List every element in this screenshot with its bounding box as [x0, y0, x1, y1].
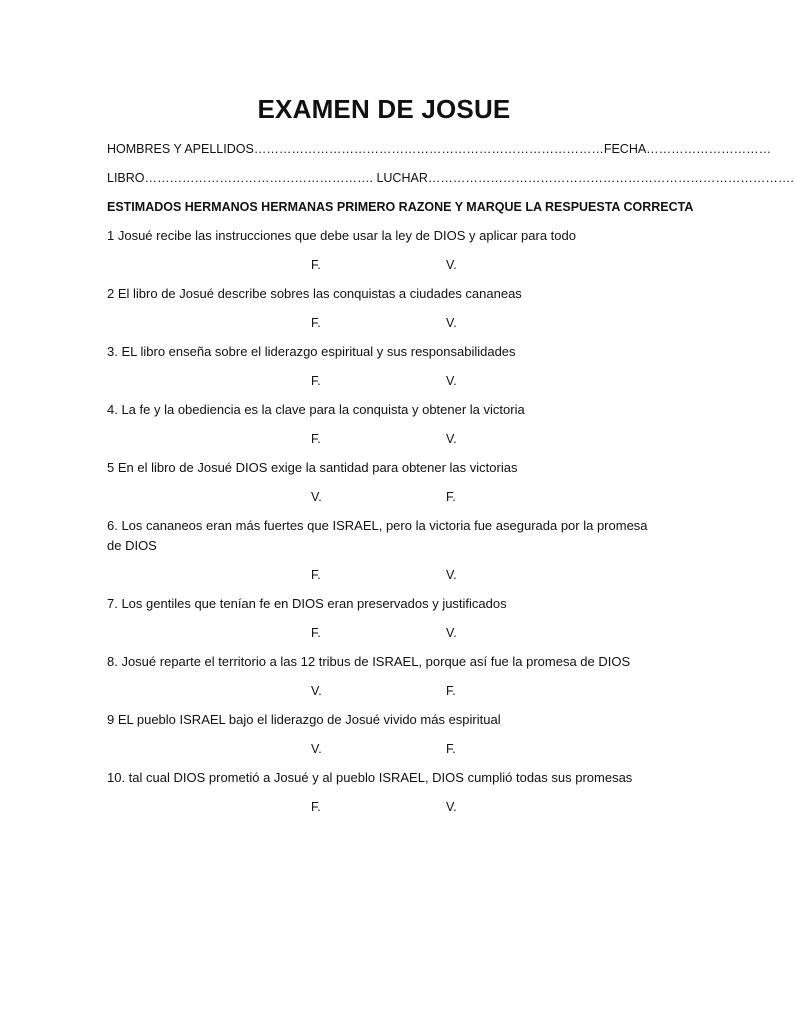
- question-1: 1 Josué recibe las instrucciones que debe usar la ley de DIOS y aplicar para todo: [107, 228, 576, 243]
- answer-options-4: [0, 430, 768, 448]
- answer-options-8: [0, 682, 768, 700]
- option-first[interactable]: V.: [311, 684, 322, 698]
- option-first[interactable]: F.: [311, 258, 321, 272]
- option-second[interactable]: V.: [446, 316, 457, 330]
- option-second[interactable]: V.: [446, 800, 457, 814]
- option-first[interactable]: F.: [311, 432, 321, 446]
- option-first[interactable]: F.: [311, 568, 321, 582]
- answer-options-2: [0, 314, 768, 332]
- option-second[interactable]: V.: [446, 432, 457, 446]
- instructions-text: ESTIMADOS HERMANOS HERMANAS PRIMERO RAZONE Y MARQUE LA RESPUESTA CORRECTA: [107, 200, 694, 214]
- page-title: EXAMEN DE JOSUE: [257, 94, 511, 124]
- option-second[interactable]: V.: [446, 374, 457, 388]
- name-date-line: HOMBRES Y APELLIDOS…………………………………………………………………………FECHA…………………………: [107, 142, 772, 156]
- option-first[interactable]: V.: [311, 742, 322, 756]
- option-second[interactable]: F.: [446, 742, 456, 756]
- question-8: 8. Josué reparte el territorio a las 12 tribus de ISRAEL, porque así fue la promesa de DIOS: [107, 654, 631, 669]
- question-5: 5 En el libro de Josué DIOS exige la santidad para obtener las victorias: [107, 460, 518, 475]
- question-7: 7. Los gentiles que tenían fe en DIOS eran preservados y justificados: [107, 596, 507, 611]
- option-first[interactable]: F.: [311, 316, 321, 330]
- option-first[interactable]: V.: [311, 490, 322, 504]
- question-6: 6. Los cananeos eran más fuertes que ISRAEL, pero la victoria fue asegurada por la promesa de DIOS: [107, 518, 648, 553]
- question-4: 4. La fe y la obediencia es la clave para la conquista y obtener la victoria: [107, 402, 525, 417]
- option-second[interactable]: V.: [446, 258, 457, 272]
- option-first[interactable]: F.: [311, 800, 321, 814]
- question-2: 2 El libro de Josué describe sobres las conquistas a ciudades cananeas: [107, 286, 522, 301]
- answer-options-10: [0, 798, 768, 816]
- option-second[interactable]: V.: [446, 568, 457, 582]
- question-10: 10. tal cual DIOS prometió a Josué y al pueblo ISRAEL, DIOS cumplió todas sus promesas: [107, 770, 633, 785]
- question-9: 9 EL pueblo ISRAEL bajo el liderazgo de Josué vivido más espiritual: [107, 712, 501, 727]
- question-3: 3. EL libro enseña sobre el liderazgo espiritual y sus responsabilidades: [107, 344, 516, 359]
- book-place-line: LIBRO………………………………………………. LUCHAR…………………………………………………………………………….: [107, 171, 794, 185]
- answer-options-3: [0, 372, 768, 390]
- option-second[interactable]: F.: [446, 490, 456, 504]
- answer-options-6: [0, 566, 768, 584]
- answer-options-9: [0, 740, 768, 758]
- answer-options-1: [0, 256, 768, 274]
- option-second[interactable]: F.: [446, 684, 456, 698]
- answer-options-5: [0, 488, 768, 506]
- option-second[interactable]: V.: [446, 626, 457, 640]
- option-first[interactable]: F.: [311, 374, 321, 388]
- option-first[interactable]: F.: [311, 626, 321, 640]
- answer-options-7: [0, 624, 768, 642]
